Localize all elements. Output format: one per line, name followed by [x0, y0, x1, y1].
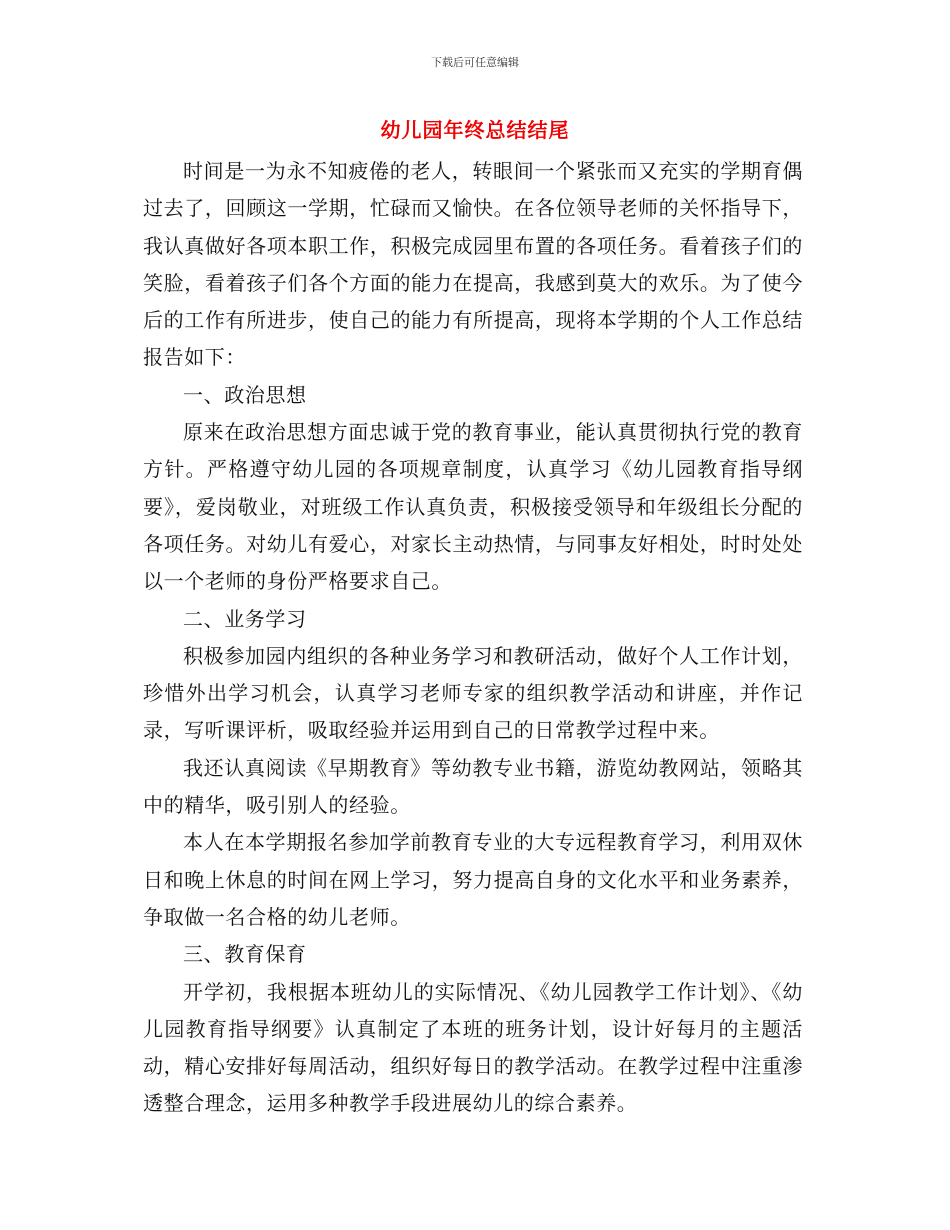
header-note: 下载后可任意编辑 [431, 56, 519, 69]
paragraph-education: 开学初，我根据本班幼儿的实际情况、《幼儿园教学工作计划》、《幼儿园教育指导纲要》认真制定了本班的班务计划，设计好每月的主题活动，精心安排好每周活动，组织好每日的教学活动。在教学过程中注重渗透整合理念，运用多种教学手段进展幼儿的综合素养。 [143, 979, 803, 1116]
document-body [143, 153, 803, 1123]
section-heading-education: 三、教育保育 [183, 942, 307, 967]
paragraph-study-1: 积极参加园内组织的各种业务学习和教研活动，做好个人工作计划，珍惜外出学习机会，认真学习老师专家的组织教学活动和讲座，并作记录，写听课评析，吸取经验并运用到自己的日常教学过程中来。 [143, 643, 803, 743]
paragraph-politics: 原来在政治思想方面忠诚于党的教育事业，能认真贯彻执行党的教育方针。严格遵守幼儿园的各项规章制度，认真学习《幼儿园教育指导纲要》，爱岗敬业，对班级工作认真负责，积极接受领导和年级组长分配的各项任务。对幼儿有爱心，对家长主动热情，与同事友好相处，时时处处以一个老师的身份严格要求自己。 [143, 420, 803, 594]
paragraph-intro: 时间是一为永不知疲倦的老人，转眼间一个紧张而又充实的学期育偶过去了，回顾这一学期，忙碌而又愉快。在各位领导老师的关怀指导下，我认真做好各项本职工作，积极完成园里布置的各项任务。看着孩子们的笑脸，看着孩子们各个方面的能力在提高，我感到莫大的欢乐。为了使今后的工作有所进步，使自己的能力有所提高，现将本学期的个人工作总结报告如下： [143, 159, 803, 370]
paragraph-study-2: 我还认真阅读《早期教育》等幼教专业书籍，游览幼教网站，领略其中的精华，吸引别人的经验。 [143, 755, 803, 818]
section-heading-politics: 一、政治思想 [183, 382, 307, 407]
document-title: 幼儿园年终总结结尾 [380, 118, 570, 142]
paragraph-study-3: 本人在本学期报名参加学前教育专业的大专远程教育学习，利用双休日和晚上休息的时间在网上学习，努力提高自身的文化水平和业务素养，争取做一名合格的幼儿老师。 [143, 830, 803, 929]
section-heading-study: 二、业务学习 [183, 606, 307, 631]
